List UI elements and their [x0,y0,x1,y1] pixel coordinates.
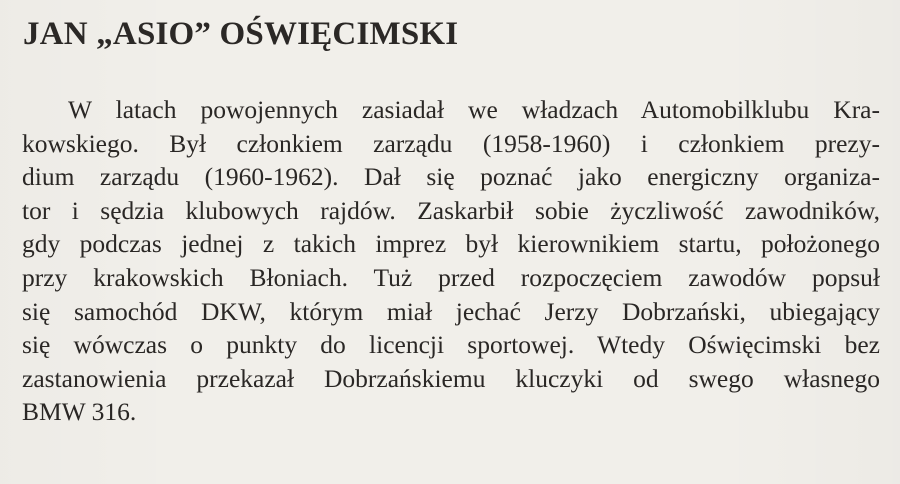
paragraph-line-6: przy krakowskich Błoniach. Tuż przed rozpoczęciem zawodów popsuł [22,262,880,292]
section-heading: JAN „ASIO” OŚWIĘCIMSKI [23,16,459,52]
paragraph-line-7: się samochód DKW, którym miał jechać Jerzy Dobrzański, ubiegający [22,296,880,326]
paragraph-line-1: W latach powojennych zasiadał we władzach Automobilklubu Kra- [68,95,880,124]
paragraph-line-5: gdy podczas jednej z takich imprez był kierownikiem startu, położonego [22,229,880,259]
paragraph-line-9: zastanowienia przekazał Dobrzańskiemu kluczyki od swego własnego [22,363,880,393]
paragraph-line-3: dium zarządu (1960-1962). Dał się poznać jako energiczny organiza- [22,162,880,192]
paragraph-line-8: się wówczas o punkty do licencji sportowej. Wtedy Oświęcimski bez [22,330,880,360]
paragraph-line-10: BMW 316. [22,397,137,427]
body-paragraph [22,93,880,429]
paragraph-line-2: kowskiego. Był członkiem zarządu (1958-1960) i członkiem prezy- [22,128,880,158]
paragraph-line-4: tor i sędzia klubowych rajdów. Zaskarbił sobie życzliwość zawodników, [22,195,880,225]
